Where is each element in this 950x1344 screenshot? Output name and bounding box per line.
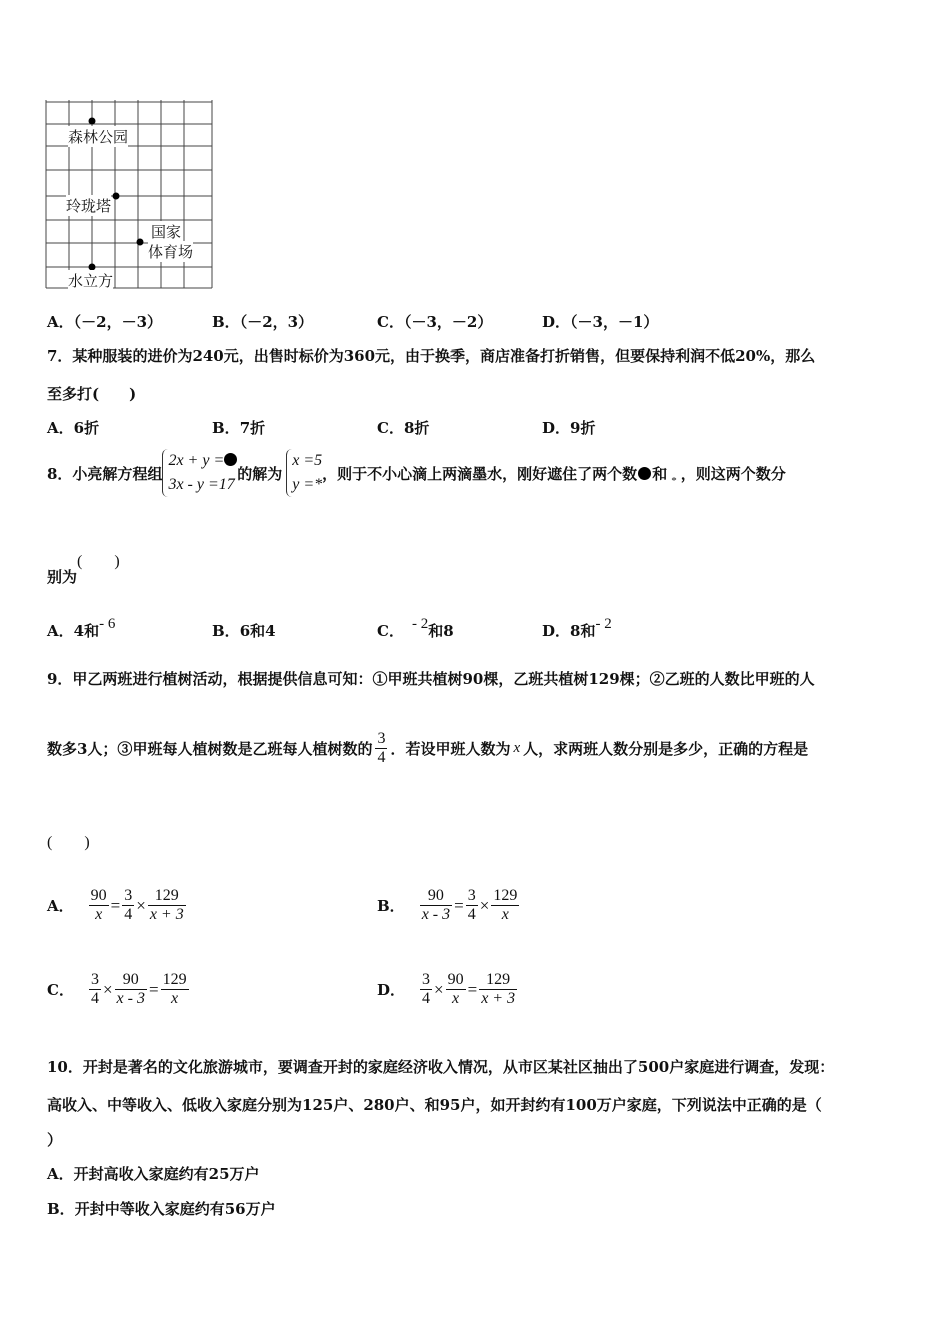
q8-mid: 的解为 — [237, 464, 283, 483]
q8-stem-line1 — [47, 449, 786, 497]
q6-option-c[interactable]: C．（－3，－2） — [377, 313, 493, 331]
q9-fraction-three-quarters: $\frac{3}{4}$ — [377, 730, 386, 766]
q9-option-d[interactable]: D． $\frac{3}{4}$ × $\frac{90}{x}$ = $\frac{129}{x + 3}$ — [377, 971, 516, 1007]
q6-option-b[interactable]: B．（－2，3） — [212, 313, 314, 331]
map-figure — [44, 100, 216, 290]
q9-line2c: 人，求两班人数分别是多少，正确的方程是 — [523, 740, 809, 758]
q8-sys2-row1: x =5 — [292, 452, 323, 469]
q8-paren: ( ) — [77, 553, 120, 570]
q8-line2: 别为 — [47, 568, 78, 586]
q9-line2a: 数多3人；③甲班每人植树数是乙班每人植树数的 — [47, 740, 373, 758]
map-label-tower: 玲珑塔 — [66, 195, 111, 216]
q10-stem-line1: 10．开封是著名的文化旅游城市，要调查开封的家庭经济收入情况，从市区某社区抽出了500户家庭进行调查，发现： — [47, 1058, 835, 1076]
map-point-forest-park — [89, 118, 96, 125]
ink-dot-icon — [224, 453, 237, 466]
q8-stem-line2 — [47, 548, 120, 586]
q9-option-b[interactable]: B． $\frac{90}{x - 3}$ = $\frac{3}{4}$ × $\frac{129}{x}$ — [377, 887, 518, 923]
q10-option-a[interactable]: A．开封高收入家庭约有25万户 — [47, 1165, 260, 1183]
q9-option-a[interactable]: A． $\frac{90}{x}$ = $\frac{3}{4}$ × $\frac{129}{x + 3}$ — [47, 887, 184, 923]
q9-var: x — [513, 740, 521, 756]
q7-option-b[interactable]: B．7折 — [212, 419, 266, 437]
q9-stem-line1: 9．甲乙两班进行植树活动，根据提供信息可知：①甲班共植树90棵，乙班共植树129棵；②乙班的人数比甲班的人 — [47, 670, 815, 688]
q10-stem-line3: ） — [47, 1131, 63, 1149]
map-label-stadium-1: 国家 — [151, 221, 181, 242]
map-label-water-cube: 水立方 — [68, 270, 113, 291]
ink-dot-icon — [638, 467, 651, 480]
q10-option-b[interactable]: B．开封中等收入家庭约有56万户 — [47, 1200, 276, 1218]
q8-and: 和 — [652, 464, 668, 483]
q8-tail: ，则于不小心滴上两滴墨水，刚好遮住了两个数 — [322, 464, 638, 483]
q8-option-b[interactable]: B．6和4 — [212, 622, 276, 640]
q9-option-c[interactable]: C． $\frac{3}{4}$ × $\frac{90}{x - 3}$ = $\frac{129}{x}$ — [47, 971, 187, 1007]
q8-sys1-row1: 2x + y = — [168, 452, 225, 469]
q7-stem-line2: 至多打( ) — [47, 385, 137, 403]
q7-option-a[interactable]: A．6折 — [47, 419, 100, 437]
map-label-forest-park: 森林公园 — [68, 126, 128, 147]
q8-option-d[interactable]: D．8和- 2 — [542, 616, 612, 640]
q7-option-d[interactable]: D．9折 — [542, 419, 596, 437]
q8-tail2: ，则这两个数分 — [680, 464, 786, 483]
q8-equation-system — [162, 449, 237, 497]
q8-lead: 8．小亮解方程组 — [47, 464, 163, 483]
q9-line2b: ．若设甲班人数为 — [390, 740, 511, 758]
q9-paren: ( ) — [47, 834, 90, 851]
q8-sys1-row2: 3x - y =17 — [168, 476, 235, 493]
q8-option-a[interactable]: A．4和- 6 — [47, 616, 116, 640]
q6-option-d[interactable]: D．（－3，－1） — [542, 313, 659, 331]
map-point-tower — [113, 193, 120, 200]
q6-option-a[interactable]: A．（－2，－3） — [47, 313, 163, 331]
q7-stem-line1: 7．某种服装的进价为240元，出售时标价为360元，由于换季，商店准备打折销售，但要保持利润不低20%，那么 — [47, 347, 816, 365]
q7-option-c[interactable]: C．8折 — [377, 419, 430, 437]
q8-sys2-row2: y =* — [292, 476, 323, 493]
q8-option-c[interactable]: C． - 2和8 — [377, 616, 454, 640]
q8-solution-system — [286, 449, 322, 497]
map-point-stadium — [137, 239, 144, 246]
q9-stem-line2 — [47, 730, 808, 767]
map-label-stadium-2: 体育场 — [148, 241, 193, 262]
q10-stem-line2: 高收入、中等收入、低收入家庭分别为125户、280户、和95户，如开封约有100万户家庭，下列说法中正确的是（ — [47, 1096, 822, 1114]
q8-star: * — [671, 475, 677, 487]
